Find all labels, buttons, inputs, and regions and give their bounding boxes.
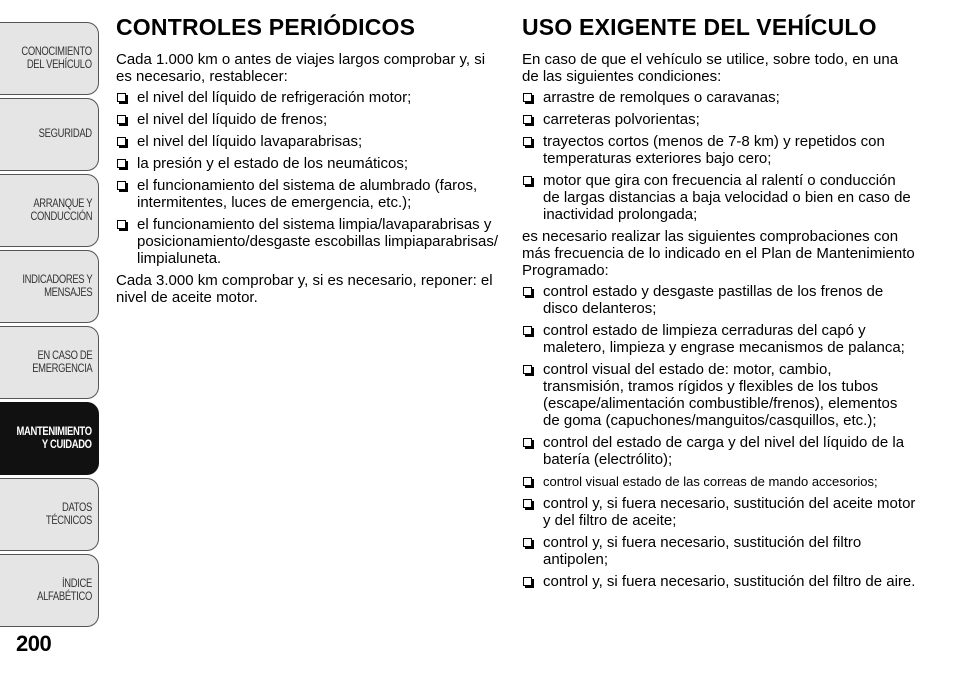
list-item: [522, 495, 916, 529]
list-item: [116, 177, 500, 211]
list-item-text: el nivel del líquido de frenos;: [137, 111, 328, 128]
checkbox-bullet-icon: [523, 137, 532, 146]
list-item-text: carreteras polvorientas;: [543, 111, 700, 128]
tab-mantenimiento-y-cuidado[interactable]: [0, 402, 99, 475]
tab-datos-tecnicos[interactable]: [0, 478, 99, 551]
list-item: [116, 89, 500, 106]
conditions-list: [522, 89, 916, 223]
tab-arranque-y-conduccion[interactable]: [0, 174, 99, 247]
checkbox-bullet-icon: [117, 93, 126, 102]
checkbox-bullet-icon: [523, 93, 532, 102]
list-item: [116, 155, 500, 172]
list-item: [116, 133, 500, 150]
outro-paragraph: Cada 3.000 km comprobar y, si es necesario, reponer: el nivel de aceite motor.: [116, 272, 493, 306]
checkbox-bullet-icon: [523, 365, 532, 374]
checkbox-bullet-icon: [523, 477, 532, 486]
page-number: 200: [16, 631, 52, 656]
list-item-text: control y, si fuera necesario, sustitución del aceite motor y del filtro de aceite;: [543, 495, 916, 529]
list-item-text: control estado de limpieza cerraduras del capó y maletero, limpieza y engrase mecanismos de palanca;: [543, 322, 905, 356]
tab-label: ÍNDICE ALFABÉTICO: [37, 577, 92, 603]
checkbox-bullet-icon: [523, 176, 532, 185]
demanding-use-section: [522, 14, 916, 595]
tab-indicadores-y-mensajes[interactable]: [0, 250, 99, 323]
list-item: [522, 89, 916, 106]
periodic-checks-section: [116, 14, 500, 310]
tab-label: CONOCIMIENTO DEL VEHÍCULO: [21, 45, 92, 71]
list-item-text: el nivel del líquido lavaparabrisas;: [137, 133, 363, 150]
list-item-text: trayectos cortos (menos de 7-8 km) y repetidos con temperaturas exteriores bajo cero;: [543, 133, 885, 167]
checkbox-bullet-icon: [523, 287, 532, 296]
list-item: [522, 434, 916, 468]
checkbox-bullet-icon: [117, 181, 126, 190]
tab-label: EN CASO DE EMERGENCIA: [31, 349, 92, 375]
intro-paragraph: Cada 1.000 km o antes de viajes largos comprobar y, si es necesario, restablecer:: [116, 51, 486, 85]
list-item-text: el funcionamiento del sistema de alumbrado (faros, intermitentes, luces de emergencia, etc.);: [137, 177, 478, 211]
checkbox-bullet-icon: [523, 499, 532, 508]
list-item: [522, 283, 916, 317]
tab-label: ARRANQUE Y CONDUCCIÓN: [30, 197, 92, 223]
list-item-text: el nivel del líquido de refrigeración motor;: [137, 89, 412, 106]
list-item: [522, 473, 916, 490]
tab-label: SEGURIDAD: [38, 128, 92, 140]
list-item-text: control estado y desgaste pastillas de los frenos de disco delanteros;: [543, 283, 884, 317]
tab-label: INDICADORES Y MENSAJES: [22, 273, 92, 299]
list-item: [522, 534, 916, 568]
list-item: [522, 111, 916, 128]
checkbox-bullet-icon: [523, 326, 532, 335]
list-item: [116, 216, 500, 267]
checkbox-bullet-icon: [117, 137, 126, 146]
middle-paragraph: es necesario realizar las siguientes comprobaciones con más frecuencia de lo indicado en el Plan de Mantenimiento Programado:: [522, 228, 915, 279]
list-item-text: control y, si fuera necesario, sustitución del filtro de aire.: [543, 573, 916, 590]
checkbox-bullet-icon: [523, 438, 532, 447]
list-item: [522, 573, 916, 590]
tab-label: MANTENIMIENTO Y CUIDADO: [16, 425, 92, 451]
checkbox-bullet-icon: [523, 577, 532, 586]
list-item: [522, 322, 916, 356]
list-item-text: motor que gira con frecuencia al ralentí o conducción de largas distancias a baja velocidad o bien en caso de inactividad prolongada;: [543, 172, 911, 223]
section-title: CONTROLES PERIÓDICOS: [116, 14, 416, 40]
section-title: USO EXIGENTE DEL VEHÍCULO: [522, 14, 877, 40]
list-item: [522, 361, 916, 429]
list-item: [116, 111, 500, 128]
tab-en-caso-de-emergencia[interactable]: [0, 326, 99, 399]
list-item-text: la presión y el estado de los neumáticos;: [137, 155, 408, 172]
tab-label: DATOS TÉCNICOS: [45, 501, 92, 527]
tab-indice-alfabetico[interactable]: [0, 554, 99, 627]
checkbox-bullet-icon: [117, 159, 126, 168]
checks-list: [116, 89, 500, 267]
tab-seguridad[interactable]: [0, 98, 99, 171]
intro-paragraph: En caso de que el vehículo se utilice, sobre todo, en una de las siguientes condiciones:: [522, 51, 899, 85]
checkbox-bullet-icon: [117, 220, 126, 229]
list-item-text: arrastre de remolques o caravanas;: [543, 89, 780, 106]
maintenance-checks-list: [522, 283, 916, 590]
list-item-text: control visual estado de las correas de mando accesorios;: [543, 474, 878, 489]
checkbox-bullet-icon: [523, 115, 532, 124]
list-item-text: el funcionamiento del sistema limpia/lavaparabrisas y posicionamiento/desgaste escobillas limpiaparabrisas/ limpialuneta.: [137, 216, 499, 267]
list-item-text: control del estado de carga y del nivel del líquido de la batería (electrólito);: [543, 434, 905, 468]
tab-conocimiento-del-vehiculo[interactable]: [0, 22, 99, 95]
list-item-text: control y, si fuera necesario, sustitución del filtro antipolen;: [543, 534, 862, 568]
list-item: [522, 172, 916, 223]
list-item-text: control visual del estado de: motor, cambio, transmisión, tramos rígidos y flexibles de los tubos (escape/alimentación combustible/frenos), elementos de goma (capuchones/manguitos/casquillos, etc.);: [543, 361, 898, 429]
list-item: [522, 133, 916, 167]
checkbox-bullet-icon: [523, 538, 532, 547]
checkbox-bullet-icon: [117, 115, 126, 124]
